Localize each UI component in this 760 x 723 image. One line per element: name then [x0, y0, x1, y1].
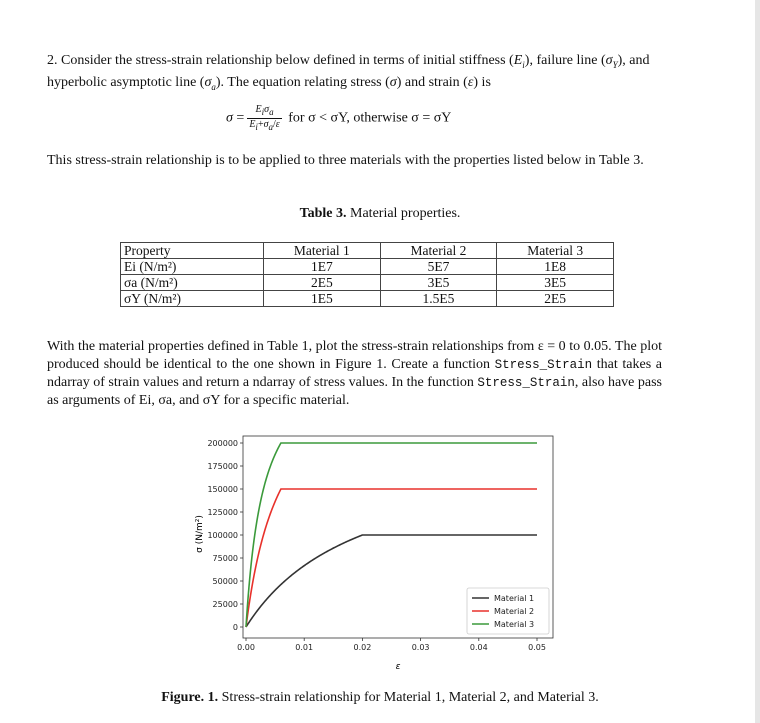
table-header: Material 3 — [497, 243, 614, 259]
y-axis-label: σ (N/m²) — [195, 515, 205, 553]
table-cell: 2E5 — [497, 291, 614, 307]
figure-caption: Figure. 1. Stress-strain relationship for Material 1, Material 2, and Material 3. — [161, 690, 599, 705]
y-tick-label: 175000 — [207, 462, 238, 471]
x-tick-label: 0.04 — [469, 643, 488, 652]
x-tick-label: 0.02 — [353, 643, 372, 652]
table-cell: 1.5E5 — [380, 291, 497, 307]
y-tick-label: 150000 — [207, 485, 238, 494]
legend-label: Material 2 — [494, 607, 535, 616]
table-cell: 3E5 — [380, 275, 497, 291]
stress-strain-equation: σ = $\frac{E_i\sigma_a}{E_i+\sigma_a/\varepsilon}$ for σ < σY, otherwise σ = σY — [226, 104, 452, 132]
legend-label: Material 3 — [494, 620, 535, 629]
table-cell: 3E5 — [497, 275, 614, 291]
function-name-code: Stress_Strain — [494, 358, 593, 372]
table-caption: Table 3. Material properties. — [299, 206, 461, 221]
legend-label: Material 1 — [494, 594, 535, 603]
stress-strain-chart — [150, 428, 570, 683]
table-header-row — [121, 243, 614, 259]
table-header: Property — [121, 243, 264, 259]
table-cell: 1E8 — [497, 259, 614, 275]
table-header: Material 2 — [380, 243, 497, 259]
table-intro: This stress-strain relationship is to be applied to three materials with the properties listed below in Table 3. — [47, 153, 644, 168]
y-tick-label: 125000 — [207, 508, 238, 517]
table-cell: Ei (N/m²) — [121, 259, 264, 275]
y-tick-label: 25000 — [212, 600, 238, 609]
x-tick-label: 0.05 — [528, 643, 546, 652]
y-tick-label: 200000 — [207, 439, 238, 448]
table-row — [121, 291, 614, 307]
table-cell: 1E5 — [264, 291, 381, 307]
x-axis-label: ε — [395, 662, 401, 672]
y-tick-label: 100000 — [207, 531, 238, 540]
table-cell: 1E7 — [264, 259, 381, 275]
y-tick-label: 50000 — [212, 577, 238, 586]
table-cell: 5E7 — [380, 259, 497, 275]
y-tick-label: 75000 — [212, 554, 238, 563]
equation-condition: for σ < σY, otherwise σ = σY — [288, 110, 452, 126]
task-paragraph: With the material properties defined in Table 1, plot the stress-strain relationships from ε = 0 to 0.05. The plot produced should be identical to the one shown in Figure 1. Create a function Stress_Strain that takes a ndarray of strain values and return a ndarray of stress values. In the function Stress_Strain, also have pass as arguments of Ei, σa, and σY for a specific material. — [47, 339, 662, 408]
y-axis — [207, 439, 243, 632]
vertical-scrollbar[interactable] — [755, 0, 760, 723]
question-intro: 2. Consider the stress-strain relationship below defined in terms of initial stiffness $(E_i)$, failure line $(\sigma_Y)$, and hyperbolic asymptotic line $(\sigma_a)$. The equation relating stress (σ) and strain (ε) is — [47, 53, 650, 92]
table-row — [121, 259, 614, 275]
table-header: Material 1 — [264, 243, 381, 259]
table-row — [121, 275, 614, 291]
x-tick-label: 0.03 — [411, 643, 430, 652]
function-name-code: Stress_Strain — [477, 376, 575, 390]
material-properties-table — [120, 242, 614, 307]
table-cell: σa (N/m²) — [121, 275, 264, 291]
x-tick-label: 0.01 — [295, 643, 314, 652]
y-tick-label: 0 — [232, 623, 238, 632]
x-axis — [237, 638, 546, 652]
table-cell: σY (N/m²) — [121, 291, 264, 307]
chart-svg — [150, 428, 570, 678]
table-cell: 2E5 — [264, 275, 381, 291]
x-tick-label: 0.00 — [237, 643, 255, 652]
legend — [467, 588, 549, 634]
